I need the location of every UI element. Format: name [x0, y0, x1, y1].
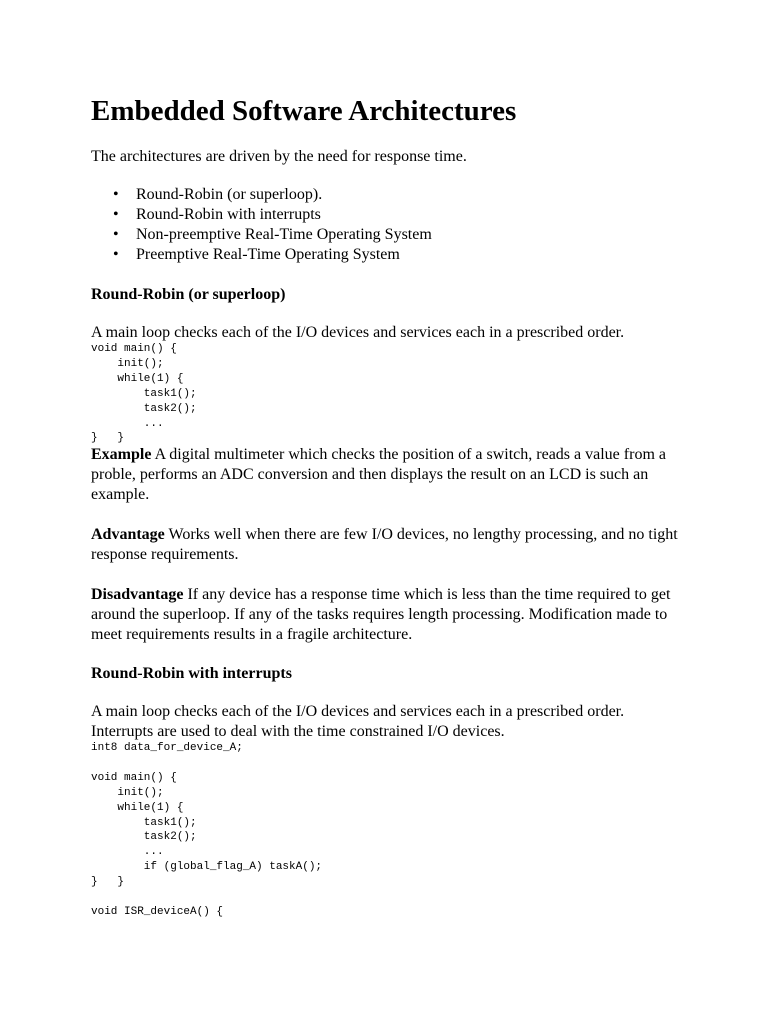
example-text: A digital multimeter which checks the position of a switch, reads a value from a proble, performs an ADC conversion and then displays the result on an LCD is such an example. — [91, 446, 666, 503]
section-heading-round-robin-interrupts: Round-Robin with interrupts — [91, 665, 292, 682]
advantage-label: Advantage — [91, 526, 165, 543]
bullet-icon: • — [113, 226, 119, 243]
page-title: Embedded Software Architectures — [91, 95, 517, 127]
bullet-icon: • — [113, 206, 119, 223]
example-paragraph — [91, 445, 681, 505]
list-item: • Preemptive Real-Time Operating System — [113, 246, 400, 263]
round-robin-description: A main loop checks each of the I/O devices and services each in a prescribed order. — [91, 324, 625, 341]
advantage-paragraph — [91, 525, 681, 565]
list-item: • Non-preemptive Real-Time Operating System — [113, 226, 432, 243]
example-label: Example — [91, 446, 152, 463]
bullet-icon: • — [113, 186, 119, 203]
round-robin-code-block: void main() { init(); while(1) { task1(); task2(); ... } } — [91, 343, 197, 445]
list-item: • Round-Robin with interrupts — [113, 206, 321, 223]
intro-paragraph: The architectures are driven by the need for response time. — [91, 148, 467, 165]
advantage-text: Works well when there are few I/O devices, no lengthy processing, and no tight response requirements. — [91, 526, 678, 563]
round-robin-interrupts-description: A main loop checks each of the I/O devices and services each in a prescribed order. Interrupts are used to deal with the time constrained I/O devices. — [91, 703, 625, 740]
disadvantage-text: If any device has a response time which is less than the time required to get around the superloop. If any of the tasks requires length processing. Modification made to meet requirements results in a fragile architecture. — [91, 586, 671, 643]
architecture-list — [91, 185, 432, 265]
list-item: • Round-Robin (or superloop). — [113, 186, 323, 203]
disadvantage-paragraph — [91, 585, 681, 645]
section-heading-round-robin: Round-Robin (or superloop) — [91, 286, 286, 303]
round-robin-interrupts-code-block: int8 data_for_device_A; void main() { init(); while(1) { task1(); task2(); ... if (global_flag_A) taskA(); } } void ISR_deviceA() { — [91, 742, 323, 918]
bullet-icon: • — [113, 246, 119, 263]
disadvantage-label: Disadvantage — [91, 586, 184, 603]
